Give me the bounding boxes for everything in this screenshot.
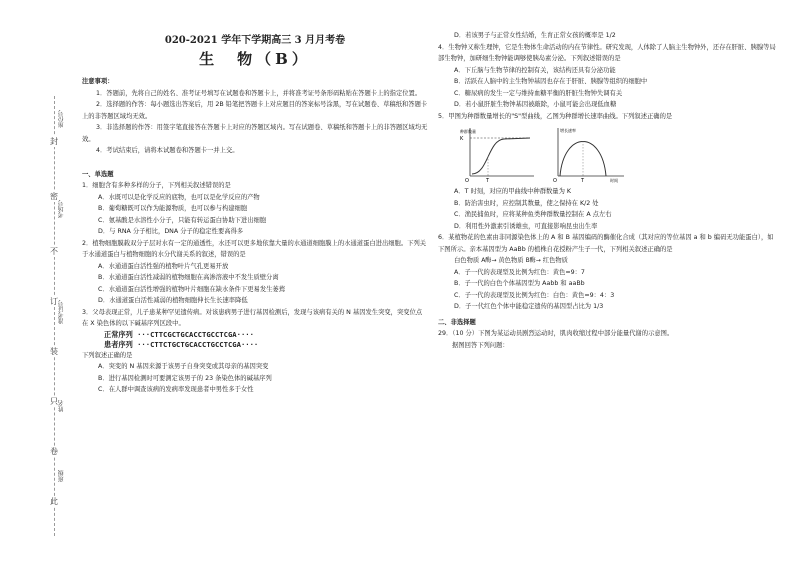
normal-sequence: [82, 330, 428, 340]
enzyme-b-label: B酶: [525, 257, 536, 264]
question-option: C．子一代的表现型及比例为红色：白色：黄色=9：4：3: [454, 291, 615, 299]
binding-char: 封: [44, 136, 64, 147]
binding-label-class: 班级: [58, 470, 65, 482]
s-curve: [472, 138, 530, 174]
binding-strip: [36, 96, 76, 536]
binding-label-ticket: 准考证号: [58, 300, 65, 324]
s-curve-graph: [458, 124, 538, 184]
t1-label: T: [581, 178, 585, 184]
normal-sequence-label: 正常序列: [104, 329, 133, 339]
question-option: D．与 RNA 分子相比，DNA 分子的稳定性要高得多: [98, 228, 244, 235]
question-option: C．糖尿病的发生一定与维持血糖平衡的肝脏生物钟失调有关: [454, 89, 623, 97]
question-option: B．子一代的白色个体基因型为 Aabb 和 aaBb: [454, 280, 585, 287]
question-option: D．利用性外激素引诱雄虫，可直接影响昆虫出生率: [454, 222, 598, 230]
question-option: A．下丘脑与生物节律的控制有关，该结构还具有分泌功能: [454, 66, 616, 74]
binding-char: 订: [44, 296, 64, 307]
question-option: B．防治害虫时，应控制其数量，使之保持在 K/2 处: [454, 199, 599, 207]
question-option: D．水通道蛋白活性减弱的植物细胞伸长生长速率降低: [98, 297, 248, 304]
pigment-pathway: [438, 255, 778, 267]
notice-item: 3．非选择题的作答：用签字笔直接答在答题卡上对应的答题区域内。写在试题卷、草稿纸和答题卡上的非答题区域均无效。: [82, 124, 428, 143]
yellow-substance: 黄色物质: [498, 257, 524, 264]
question-stem: 4．生物钟又称生理钟，它是生物体生命活动的内在节律性。研究发现，人体除了人脑主生物钟外，还存在肝脏、胰腺等局部生物钟，加研细生物钟能调够使胰岛素分泌。下列叙述错误的是: [438, 43, 776, 62]
question-option: B．活跃在人脑中的主生物钟基因也存在于肝脏、胰腺等组织的细胞中: [454, 78, 648, 85]
question-option: A．水既可以是化学反应的底物，也可以是化学反应的产物: [98, 193, 260, 201]
k-label: K: [460, 136, 464, 142]
binding-char: 只: [44, 396, 64, 407]
question-stem: 5．甲图为种群数量增长的"S"型曲线，乙图为种群增长速率曲线。下列叙述正确的是: [438, 112, 673, 120]
question-stem: 3．父母表现正常，儿子患某种罕见遗传病。对该患病男子进行基因检测后，发现与该病有关的 N 基因发生突变，突变位点在 X 染色体的以下碱基序列区段中。: [82, 308, 423, 327]
binding-label-seat: 座位号: [58, 110, 65, 128]
question-option: A．突变的 N 基因来源于该男子自身突变或其母亲的基因突变: [98, 363, 269, 370]
question-option: A．水通道蛋白活性强的植物叶片气孔更易开放: [98, 262, 229, 270]
enzyme-a-arrow: A酶→: [481, 257, 497, 264]
y-axis-label: 增长速率: [560, 128, 576, 133]
question-option: D．子一代红色个体中能稳定遗传的基因型占比为 1/3: [454, 303, 604, 310]
question-option: A．T 时刻，对应的甲曲线中种群数量为 K: [454, 188, 572, 195]
origin-label: O: [465, 178, 469, 184]
patient-sequence-label: 患者序列: [104, 339, 133, 349]
population-graphs: [438, 124, 778, 184]
x-axis-label: 时间: [610, 178, 618, 183]
section-heading-single-choice: 一、单选题: [82, 170, 114, 178]
red-substance: 红色物质: [542, 257, 568, 264]
growth-rate-graph: [548, 124, 628, 184]
origin-label: O: [553, 178, 557, 184]
y-axis-label: 种群数量: [460, 129, 476, 134]
question-option: B．水通道蛋白活性减弱的植物细胞在高渗溶液中不发生质壁分离: [98, 274, 279, 281]
question-option: B．葡萄糖既可以作为能源物质，也可以参与构建细胞: [98, 205, 248, 212]
binding-char: 不: [44, 246, 64, 257]
question-option: C．氨基酸是水溶性小分子，只能有转运蛋白协助下进出细胞: [98, 216, 267, 224]
normal-sequence-bases: ···CTTCGCTGCACCTGCCTCGA····: [137, 329, 254, 339]
t-label: T: [486, 178, 490, 184]
question-option: C．水通道蛋白活性增强的植物叶片细胞在缺水条件下更易发生萎蔫: [98, 285, 286, 293]
white-substance: 白色物质: [454, 257, 480, 264]
growth-rate-curve: [560, 142, 606, 177]
binding-label-name: 姓名: [58, 400, 65, 412]
left-column: [82, 30, 428, 396]
question-option: C．渔民捕鱼时，应将某种鱼类种群数量控制在 A 点左右: [454, 211, 612, 218]
binding-char: 装: [44, 346, 64, 357]
question-stem: 1．细胞含有多种多样的分子，下列相关叙述错误的是: [82, 182, 231, 189]
binding-char: 卷: [44, 446, 64, 457]
question-lead: 下列叙述正确的是: [82, 351, 133, 359]
patient-sequence: [82, 340, 428, 350]
enzyme-b-arrow: B酶→: [525, 257, 541, 264]
question-option: D．若该男子与正常女性结婚，生育正常女孩的概率是 1/2: [454, 32, 616, 39]
enzyme-a-label: A酶: [481, 257, 492, 264]
binding-char: 此: [44, 496, 64, 507]
binding-label-room: 考场号: [58, 200, 65, 218]
question-option: C．在人群中调查该病的发病率发现患者中男性多于女性: [98, 386, 254, 393]
patient-sequence-bases: ···CTTCTGCTGCACCTGCCTCGA····: [137, 339, 259, 349]
question-stem: 2．植物细胞膜载双分子层对水有一定的通透性，水还可以更多地依靠大量的水通道细胞膜上的水通道蛋白进出细胞。下列关于水通道蛋白与植物细胞的水分代谢关系的叙述，错误的是: [82, 239, 427, 258]
binding-dashed-line: [54, 96, 55, 536]
question-option: D．若小鼠肝脏生物钟基因被敲除，小鼠可能会出现低血糖: [454, 101, 617, 108]
question-stem: 6．某植物花的色素由非同源染色体上的 A 和 B 基因编码的酶催化合成（其对应的等位基因 a 和 b 编码无功能蛋白），如下图所示。亲本基因型为 AaBb 的植株自花授粉产生子一代，下列相关叙述正确的是: [438, 234, 774, 253]
notice-item: 4．考试结束后，请将本试题卷和答题卡一并上交。: [96, 147, 239, 154]
section-heading-non-choice: 二、非选择题: [438, 318, 476, 326]
question-option: A．子一代的表现型及比例为红色：黄色=9：7: [454, 268, 585, 276]
question-option: B．进行基因检测时可要测定该男子的 23 条染色体的碱基序列: [98, 374, 272, 382]
exam-title: 020-2021 学年下学期高三 3 月月考卷: [164, 35, 346, 46]
exam-subject: 生 物（B）: [199, 50, 311, 68]
notice-item: 1．答题前，先将自己的姓名、准考证号填写在试题卷和答题卡上，并将准考证号条形码粘贴在答题卡上的指定位置。: [96, 89, 422, 97]
notice-item: 2．选择题的作答：每小题选出答案后，用 2B 铅笔把答题卡上对应题目的答案标号涂黑，写在试题卷、草稿纸和答题卡上的非答题区域均无效。: [82, 101, 428, 120]
binding-char: 密: [44, 191, 64, 202]
notice-title: 注意事项：: [82, 78, 114, 85]
right-column: [438, 30, 778, 351]
question-lead: 据图回答下列问题：: [452, 341, 509, 349]
question-stem: 29．（10 分）下图为某运动员剧烈运动时，肌肉收缩过程中部分能量代谢的示意图。: [438, 330, 674, 337]
